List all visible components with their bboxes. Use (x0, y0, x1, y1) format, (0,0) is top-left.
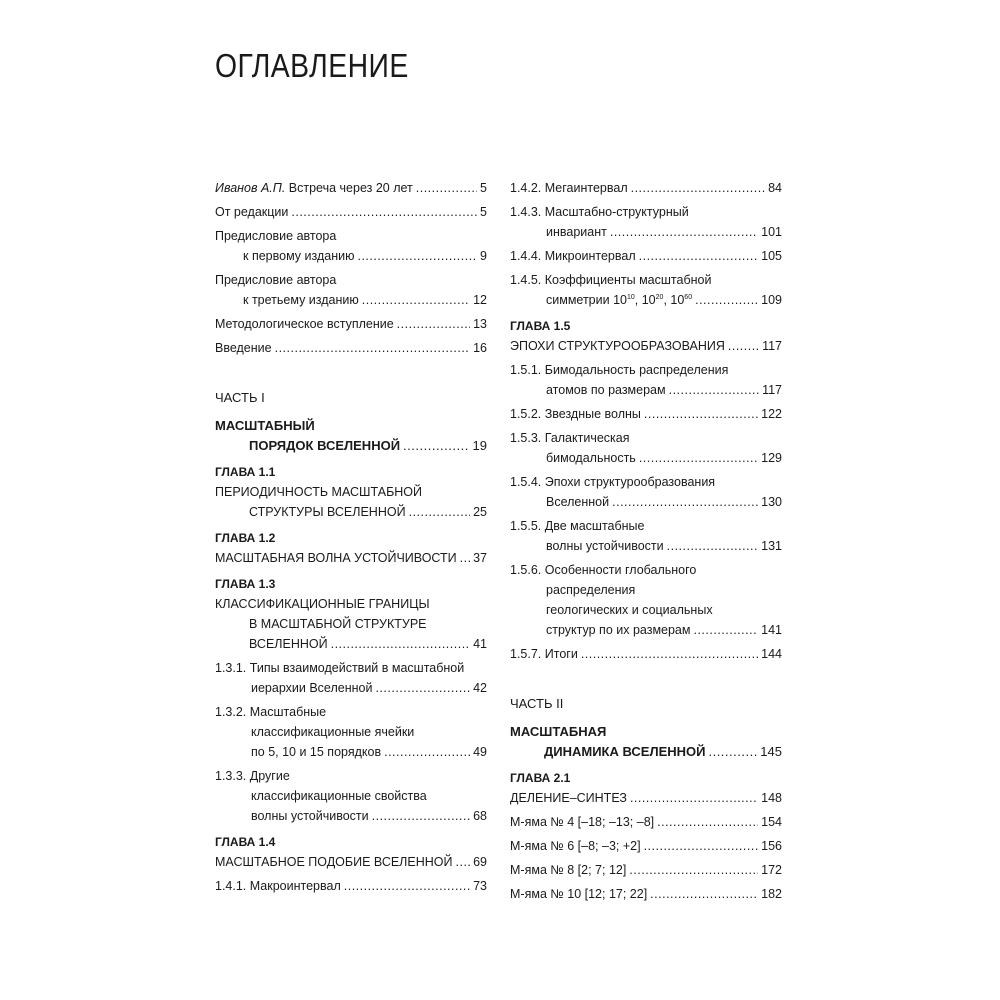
toc-page-number: 5 (480, 205, 487, 219)
toc-entry-m-well-10[interactable] (510, 884, 782, 904)
toc-leader (357, 246, 477, 266)
toc-entry-1-4-4[interactable] (510, 246, 782, 266)
toc-title: 1.4.4. Микроинтервал (510, 249, 636, 263)
toc-leader (275, 338, 470, 358)
toc-leader (362, 290, 470, 310)
toc-leader (667, 536, 759, 556)
toc-leader (581, 644, 758, 664)
toc-title: КЛАССИФИКАЦИОННЫЕ ГРАНИЦЫ (215, 597, 430, 611)
toc-page-number: 172 (761, 863, 782, 877)
toc-author: Иванов А.П. (215, 181, 286, 195)
toc-title: ПЕРИОДИЧНОСТЬ МАСШТАБНОЙ (215, 485, 423, 499)
toc-entry-1-3-3[interactable] (215, 766, 487, 826)
toc-title: МАСШТАБНОЕ ПОДОБИЕ ВСЕЛЕННОЙ (215, 855, 453, 869)
toc-entry-1-5-3[interactable] (510, 428, 782, 468)
toc-title-cont: ПОРЯДОК ВСЕЛЕННОЙ (249, 438, 401, 453)
toc-title-cont: геологических и социальных (546, 603, 713, 617)
toc-leader (629, 860, 758, 880)
toc-title-cont: бимодальность (546, 451, 636, 465)
toc-leader (644, 404, 758, 424)
toc-page-number: 154 (761, 815, 782, 829)
toc-page-number: 117 (762, 383, 782, 397)
toc-entry-chapter-1-1[interactable] (215, 482, 487, 522)
toc-entry-1-3-1[interactable] (215, 658, 487, 698)
toc-leader (639, 246, 759, 266)
toc-leader (397, 314, 470, 334)
toc-entry-1-5-4[interactable] (510, 472, 782, 512)
toc-title: Методологическое вступление (215, 317, 394, 331)
toc-title-cont: Вселенной (546, 495, 610, 509)
toc-leader (416, 178, 477, 198)
toc-page-number: 182 (761, 887, 782, 901)
toc-title: 1.4.2. Мегаинтервал (510, 181, 628, 195)
toc-title-cont: инвариант (546, 225, 607, 239)
toc-leader (639, 448, 758, 468)
chapter-label: ГЛАВА 1.3 (215, 577, 276, 591)
toc-entry-m-well-4[interactable] (510, 812, 782, 832)
toc-title: МАСШТАБНАЯ (510, 724, 607, 739)
toc-page-number: 19 (472, 438, 487, 453)
toc-title: 1.5.6. Особенности глобального (510, 563, 697, 577)
toc-entry-chapter-1-3[interactable] (215, 594, 487, 654)
toc-leader (456, 852, 471, 872)
toc-page-number: 122 (761, 407, 782, 421)
toc-title: От редакции (215, 205, 289, 219)
toc-page-number: 141 (761, 623, 782, 637)
toc-title-cont: распределения (546, 583, 636, 597)
toc-entry-1-5-5[interactable] (510, 516, 782, 556)
toc-title: М-яма № 6 [–8; –3; +2] (510, 839, 641, 853)
toc-title: 1.4.3. Масштабно-структурный (510, 205, 689, 219)
toc-page-number: 109 (761, 293, 782, 307)
toc-leader (693, 620, 758, 640)
toc-leader (612, 492, 758, 512)
toc-title: ЭПОХИ СТРУКТУРООБРАЗОВАНИЯ (510, 339, 725, 353)
toc-title: 1.5.2. Звездные волны (510, 407, 641, 421)
part-heading: ЧАСТЬ II (510, 696, 564, 711)
toc-page-number: 131 (761, 539, 782, 553)
toc-page-number: 41 (473, 637, 487, 651)
toc-title: М-яма № 10 [12; 17; 22] (510, 887, 648, 901)
toc-title-cont: иерархии Вселенной (251, 681, 373, 695)
toc-leader (344, 876, 470, 896)
toc-leader (708, 742, 757, 762)
toc-page-number: 69 (473, 855, 487, 869)
toc-leader (460, 548, 470, 568)
toc-title: Встреча через 20 лет (285, 181, 413, 195)
toc-page-number: 16 (473, 341, 487, 355)
toc-page-number: 49 (473, 745, 487, 759)
toc-entry-part1-title[interactable] (215, 416, 487, 456)
toc-title: 1.5.7. Итоги (510, 647, 578, 661)
toc-page-number: 84 (768, 181, 782, 195)
toc-title: М-яма № 8 [2; 7; 12] (510, 863, 627, 877)
toc-page-number: 42 (473, 681, 487, 695)
toc-entry-part2-title[interactable] (510, 722, 782, 762)
toc-leader (409, 502, 471, 522)
toc-leader (291, 202, 477, 222)
toc-page-number: 68 (473, 809, 487, 823)
toc-page-number: 117 (762, 339, 782, 353)
toc-title-cont: классификационные ячейки (251, 725, 415, 739)
toc-entry-methodology[interactable] (215, 314, 487, 334)
toc-leader (403, 436, 469, 456)
toc-title-cont: СТРУКТУРЫ ВСЕЛЕННОЙ (249, 505, 406, 519)
toc-title: М-яма № 4 [–18; –13; –8] (510, 815, 655, 829)
toc-entry-chapter-2-1[interactable] (510, 788, 782, 808)
toc-title-cont: к первому изданию (243, 249, 355, 263)
toc-leader (384, 742, 470, 762)
toc-title: 1.5.3. Галактическая (510, 431, 630, 445)
chapter-label: ГЛАВА 1.5 (510, 319, 571, 333)
page-title: ОГЛАВЛЕНИЕ (215, 47, 409, 84)
toc-entry-preface-third[interactable] (215, 270, 487, 310)
toc-title: 1.3.1. Типы взаимодействий в масштабной (215, 661, 465, 675)
toc-title-cont: волны устойчивости (251, 809, 369, 823)
toc-entry-m-well-8[interactable] (510, 860, 782, 880)
toc-title-cont: к третьему изданию (243, 293, 359, 307)
toc-leader (631, 178, 765, 198)
chapter-label: ГЛАВА 2.1 (510, 771, 571, 785)
toc-entry-chapter-1-5[interactable] (510, 336, 782, 356)
toc-title-cont: по 5, 10 и 15 порядков (251, 745, 382, 759)
toc-entry-1-4-3[interactable] (510, 202, 782, 242)
toc-entry-1-3-2[interactable] (215, 702, 487, 762)
toc-page-number: 129 (761, 451, 782, 465)
toc-entry-chapter-1-2[interactable] (215, 548, 487, 568)
toc-page-number: 25 (473, 505, 487, 519)
toc-leader (630, 788, 758, 808)
toc-page-number: 145 (760, 744, 782, 759)
toc-title-cont: симметрии $10^{10}$, $10^{20}$, $10^{60}$ (546, 293, 693, 307)
toc-entry-ivanov[interactable] (215, 178, 487, 198)
toc-entry-1-4-2[interactable] (510, 178, 782, 198)
toc-title: Предисловие автора (215, 273, 337, 287)
toc-title-cont: атомов по размерам (546, 383, 666, 397)
chapter-label: ГЛАВА 1.4 (215, 835, 276, 849)
chapter-label: ГЛАВА 1.2 (215, 531, 276, 545)
toc-entry-m-well-6[interactable] (510, 836, 782, 856)
toc-page-number: 144 (761, 647, 782, 661)
toc-title: 1.5.5. Две масштабные (510, 519, 645, 533)
toc-column-right (510, 178, 782, 908)
toc-page-number: 13 (473, 317, 487, 331)
toc-leader (610, 222, 758, 242)
toc-title: Предисловие автора (215, 229, 337, 243)
toc-column-left (215, 178, 487, 900)
toc-leader (669, 380, 759, 400)
toc-entry-1-4-1[interactable] (215, 876, 487, 896)
toc-title-cont: структур по их размерам (546, 623, 691, 637)
toc-leader (695, 290, 758, 310)
toc-title: МАСШТАБНАЯ ВОЛНА УСТОЙЧИВОСТИ (215, 551, 457, 565)
toc-entry-1-5-2[interactable] (510, 404, 782, 424)
part-heading: ЧАСТЬ I (215, 390, 265, 405)
toc-leader (728, 336, 759, 356)
toc-page-number: 148 (761, 791, 782, 805)
toc-leader (375, 678, 470, 698)
toc-page-number: 130 (761, 495, 782, 509)
toc-leader (657, 812, 758, 832)
toc-title: 1.4.1. Макроинтервал (215, 879, 341, 893)
toc-title-cont: В МАСШТАБНОЙ СТРУКТУРЕ (249, 617, 427, 631)
toc-title: 1.3.2. Масштабные (215, 705, 327, 719)
toc-title-cont: ДИНАМИКА ВСЕЛЕННОЙ (544, 744, 706, 759)
toc-title-cont: ВСЕЛЕННОЙ (249, 637, 328, 651)
toc-title: 1.3.3. Другие (215, 769, 290, 783)
toc-title: 1.4.5. Коэффициенты масштабной (510, 273, 712, 287)
toc-page-number: 12 (473, 293, 487, 307)
toc-title: 1.5.1. Бимодальность распределения (510, 363, 729, 377)
toc-title: 1.5.4. Эпохи структурообразования (510, 475, 716, 489)
toc-leader (650, 884, 758, 904)
toc-page-number: 156 (761, 839, 782, 853)
toc-page-number: 101 (761, 225, 782, 239)
toc-entry-1-4-5[interactable] (510, 270, 782, 310)
toc-page-number: 37 (473, 551, 487, 565)
toc-entry-introduction[interactable] (215, 338, 487, 358)
toc-title-cont: классификационные свойства (251, 789, 427, 803)
toc-entry-1-5-1[interactable] (510, 360, 782, 400)
toc-title: Введение (215, 341, 272, 355)
toc-title-cont: волны устойчивости (546, 539, 664, 553)
toc-entry-1-5-7[interactable] (510, 644, 782, 664)
toc-leader (331, 634, 471, 654)
toc-entry-1-5-6[interactable] (510, 560, 782, 640)
toc-title: ДЕЛЕНИЕ–СИНТЕЗ (510, 791, 627, 805)
toc-leader (372, 806, 470, 826)
toc-title: МАСШТАБНЫЙ (215, 418, 315, 433)
toc-page-number: 5 (480, 181, 487, 195)
chapter-label: ГЛАВА 1.1 (215, 465, 276, 479)
toc-entry-chapter-1-4[interactable] (215, 852, 487, 872)
toc-page-number: 105 (761, 249, 782, 263)
toc-page-number: 73 (473, 879, 487, 893)
toc-leader (644, 836, 759, 856)
toc-entry-from-editors[interactable] (215, 202, 487, 222)
toc-page-number: 9 (480, 249, 487, 263)
toc-entry-preface-first[interactable] (215, 226, 487, 266)
